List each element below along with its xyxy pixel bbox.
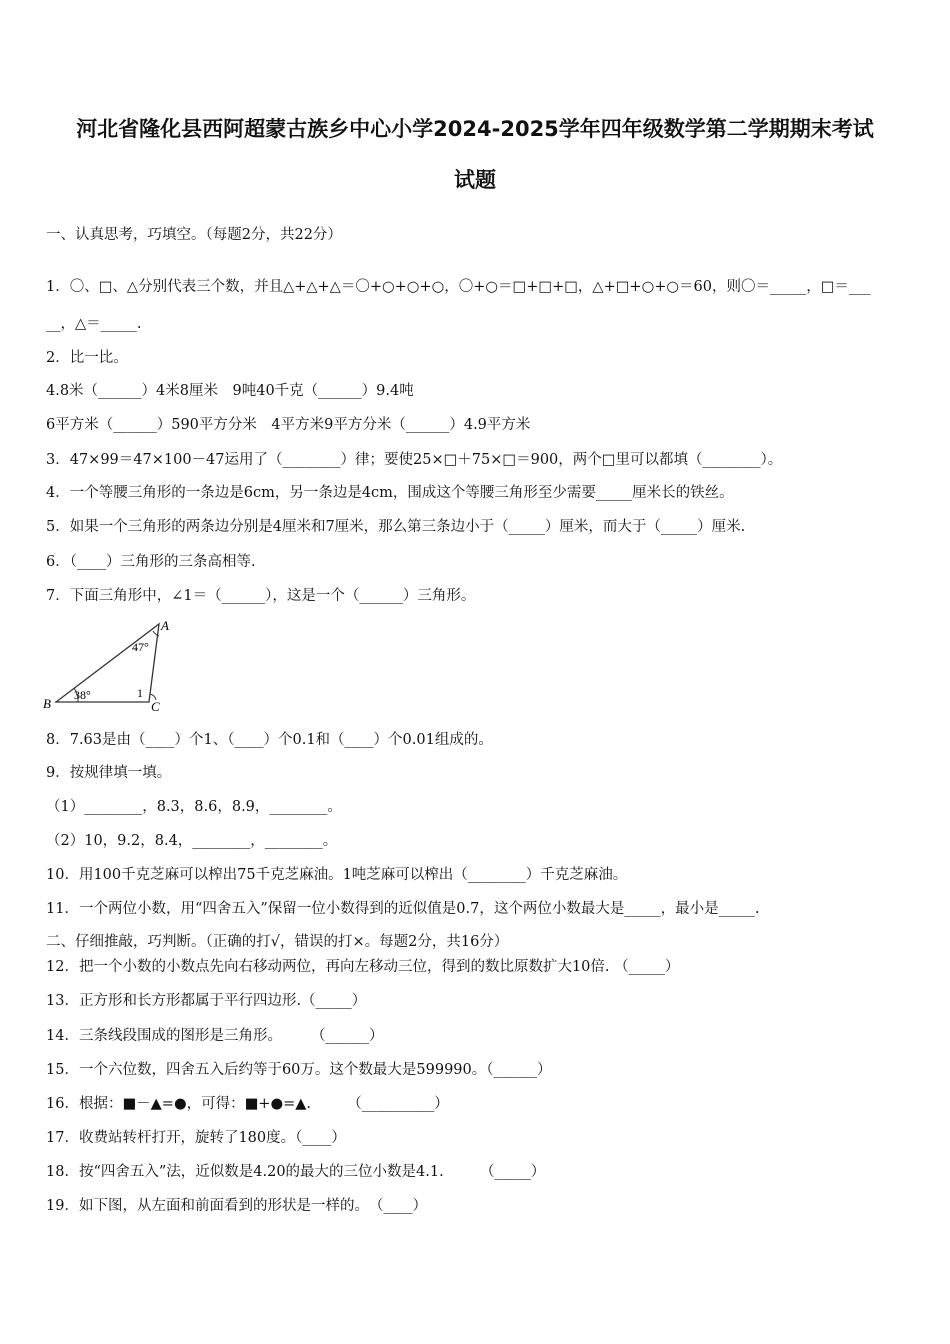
question-9-part1: （1）________，8.3，8.6，8.9，________。 [46,799,342,815]
question-12: 12．把一个小数的小数点先向右移动两位，再向左移动三位，得到的数比原数扩大10倍. （_____） [46,959,680,975]
question-1: 1．〇、□、△分别代表三个数，并且△+△+△＝〇+○+○+○，〇+○＝□+□+□，△+□+○+○＝60，则〇＝_____，□＝___ [46,279,871,295]
question-7: 7．下面三角形中，∠1＝（______），这是一个（______）三角形。 [46,588,476,604]
section-2-heading: 二、仔细推敲，巧判断。（正确的打√，错误的打×。每题2分，共16分） [46,934,509,950]
page-title-line1: 河北省隆化县西阿超蒙古族乡中心小学2024-2025学年四年级数学第二学期期末考试 [76,117,874,141]
question-17: 17．收费站转杆打开，旋转了180度。（____） [46,1130,346,1146]
question-13: 13．正方形和长方形都属于平行四边形.（_____） [46,993,367,1009]
question-2: 2．比一比。 [46,350,128,366]
question-14: 14．三条线段围成的图形是三角形。 （______） [46,1028,384,1044]
angle-a-label: 47° [132,640,149,654]
question-9: 9．按规律填一填。 [46,765,172,781]
section-1-heading: 一、认真思考，巧填空。（每题2分，共22分） [46,227,342,243]
vertex-b-label: B [43,696,51,711]
question-1-continued: __，△＝_____. [46,316,142,332]
question-16: 16．根据：■－▲=●，可得：■+●=▲. （__________） [46,1096,449,1112]
triangle-figure [38,614,178,716]
vertex-a-label: A [161,618,169,633]
question-2-row1: 4.8米（______）4米8厘米 9吨40千克（______）9.4吨 [46,383,414,399]
question-9-part2: （2）10，9.2，8.4，________，________。 [46,833,338,849]
question-19: 19．如下图，从左面和前面看到的形状是一样的。 （____） [46,1198,427,1214]
angle-b-label: 38° [74,688,91,702]
vertex-c-label: C [151,699,160,714]
question-5: 5．如果一个三角形的两条边分别是4厘米和7厘米，那么第三条边小于（_____）厘米，而大于（_____）厘米. [46,519,746,535]
question-4: 4．一个等腰三角形的一条边是6cm，另一条边是4cm，围成这个等腰三角形至少需要_____厘米长的铁丝。 [46,485,734,501]
angle-1-label: 1 [137,686,143,700]
question-8: 8．7.63是由（____）个1、（____）个0.1和（____）个0.01组成的。 [46,732,493,748]
question-2-row2: 6平方米（______）590平方分米 4平方米9平方分米（______）4.9平方米 [46,417,531,433]
question-3: 3．47×99＝47×100－47运用了（________）律；要使25×□＋75×□＝900，两个□里可以都填（________）。 [46,452,783,468]
page-title-line2: 试题 [454,168,496,192]
question-11: 11．一个两位小数，用“四舍五入”保留一位小数得到的近似值是0.7，这个两位小数最大是_____，最小是_____. [46,901,760,917]
question-6: 6．（____）三角形的三条高相等. [46,554,256,570]
question-18: 18．按“四舍五入”法，近似数是4.20的最大的三位小数是4.1. （_____） [46,1164,546,1180]
question-15: 15．一个六位数，四舍五入后约等于60万。这个数最大是599990。（______） [46,1062,552,1078]
question-10: 10．用100千克芝麻可以榨出75千克芝麻油。1吨芝麻可以榨出（________）千克芝麻油。 [46,867,628,883]
